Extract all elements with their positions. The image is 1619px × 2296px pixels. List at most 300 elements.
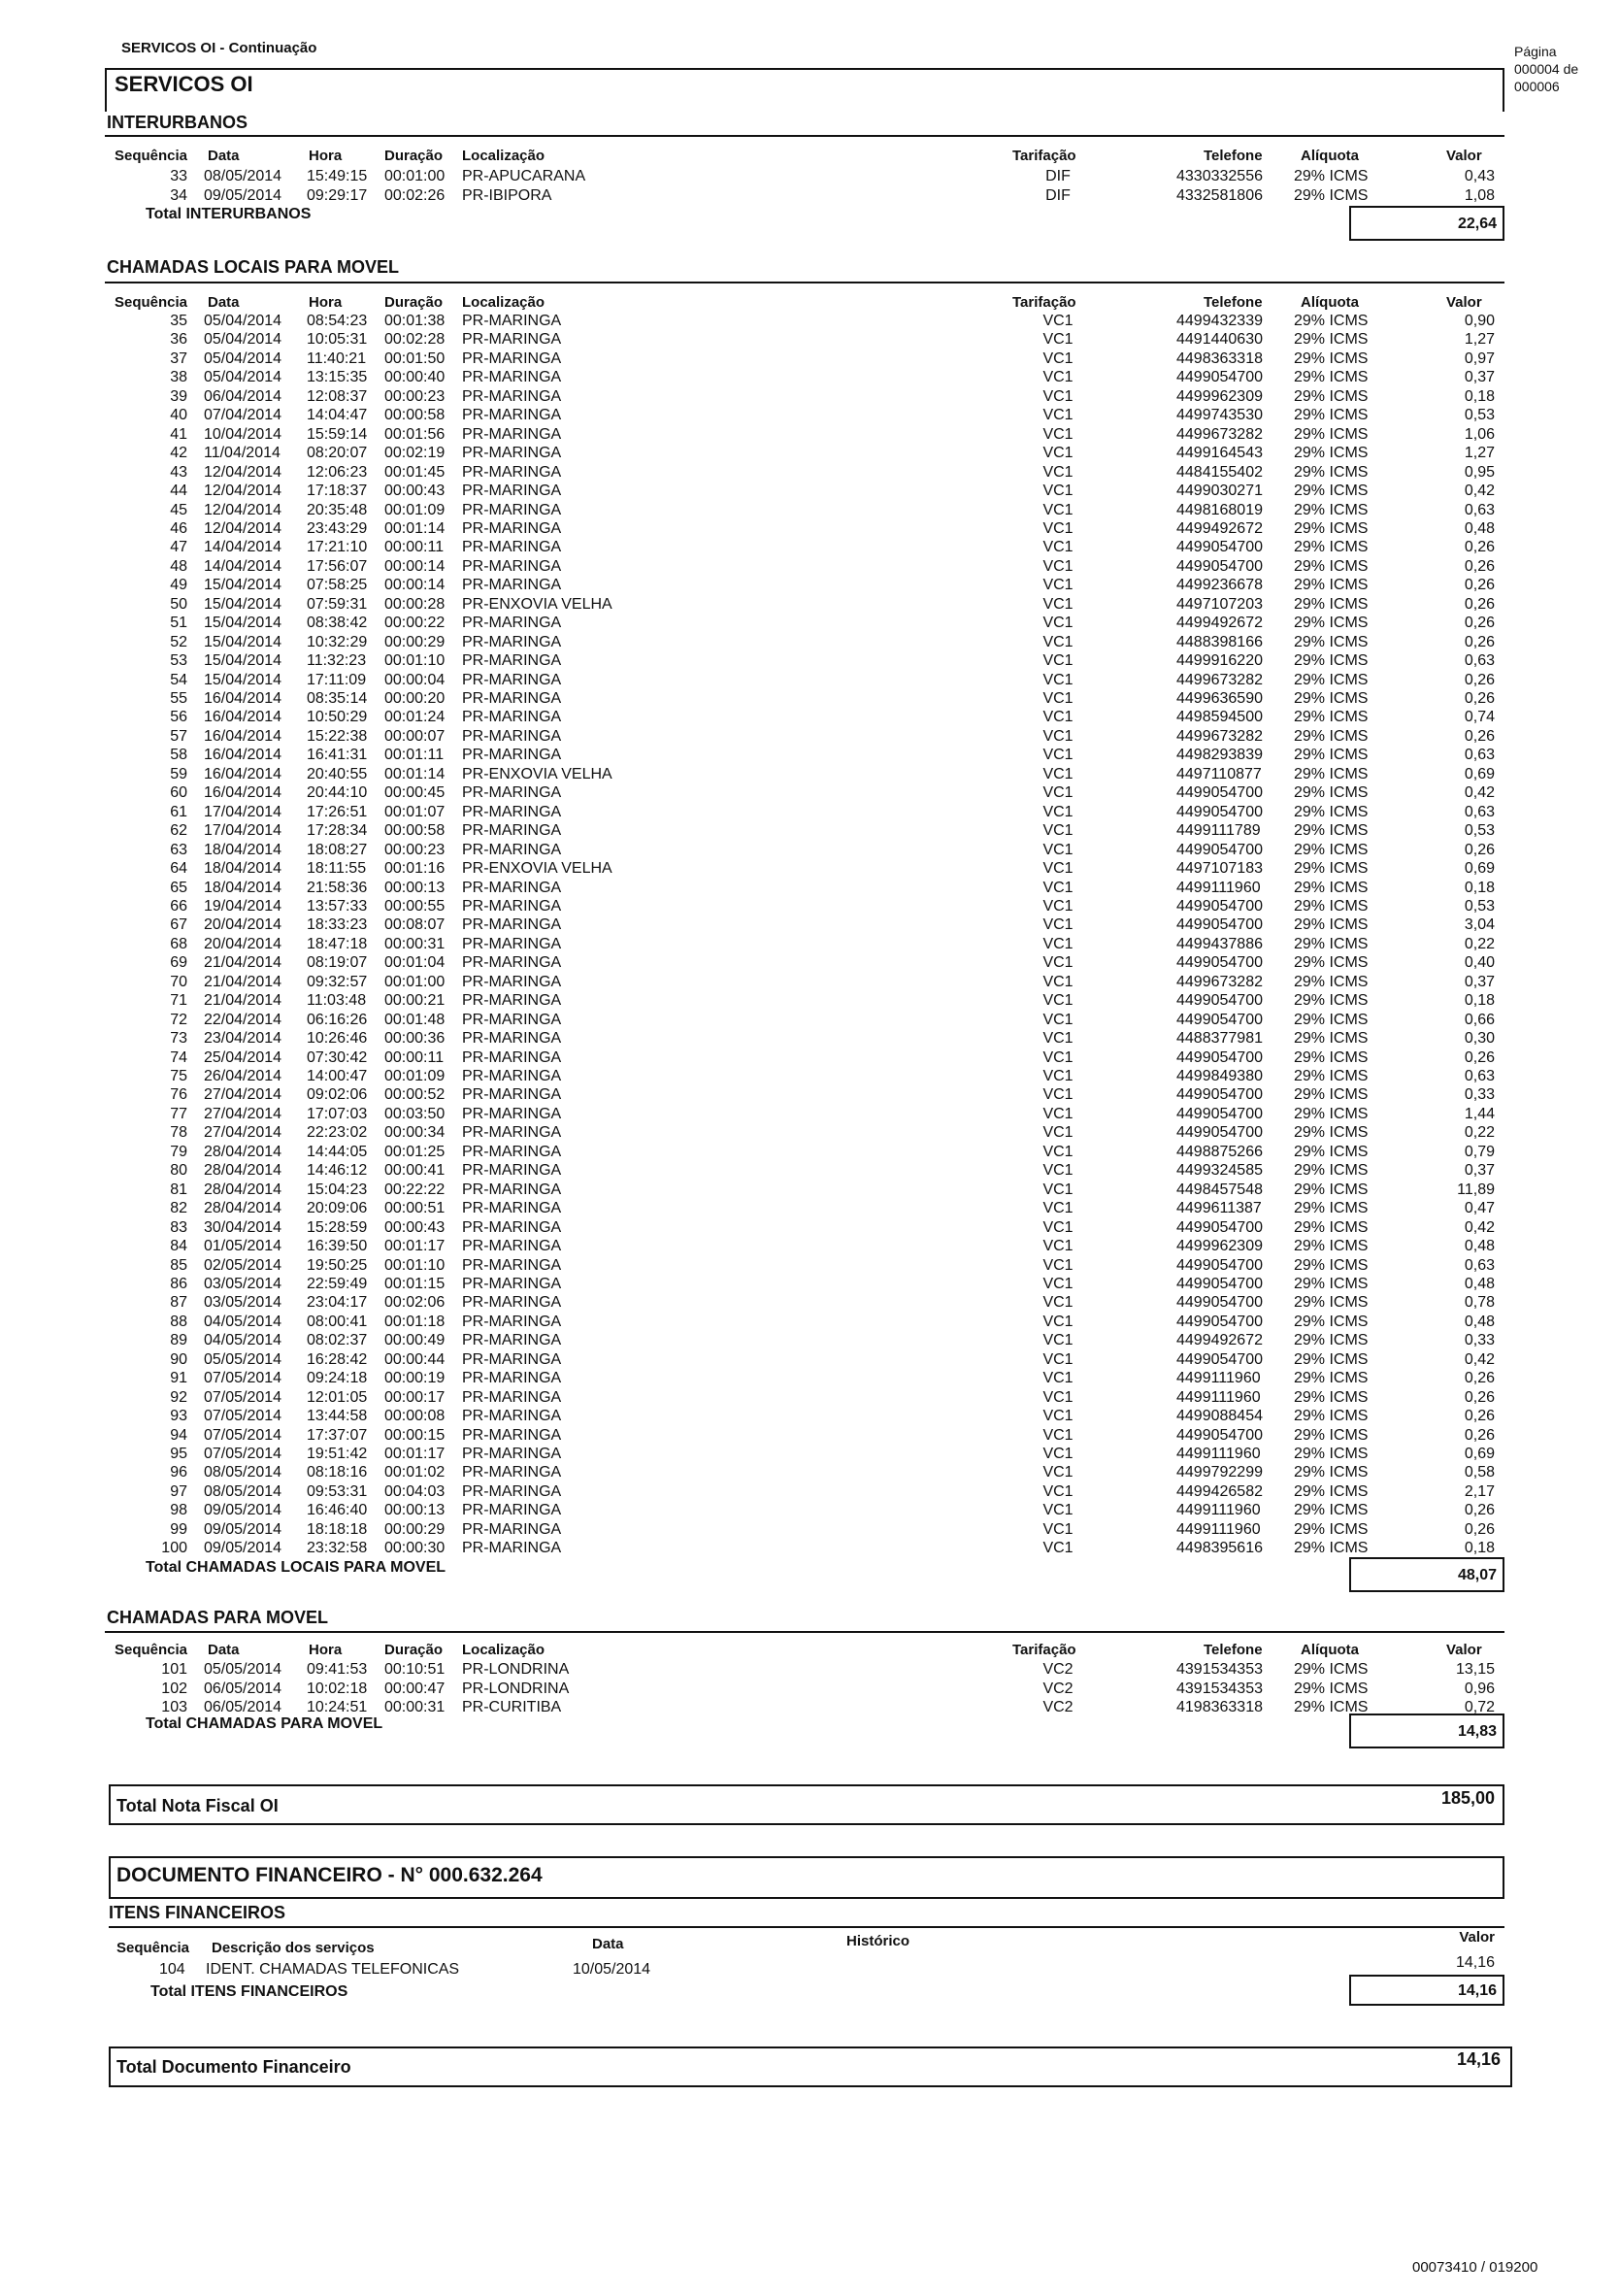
cell-valor: 0,37 — [1464, 973, 1495, 990]
cell-tarifacao: VC1 — [1042, 860, 1074, 878]
cell-valor: 0,37 — [1464, 369, 1495, 386]
cell-tarifacao: VC1 — [1042, 1540, 1074, 1557]
cell-localizacao: PR-MARINGA — [462, 690, 562, 707]
cell-seq: 84 — [170, 1238, 187, 1255]
cell-telefone: 4499054700 — [1176, 1275, 1263, 1292]
cell-valor: 0,63 — [1464, 803, 1495, 820]
cell-telefone: 4497107203 — [1176, 595, 1263, 613]
locais-title: CHAMADAS LOCAIS PARA MOVEL — [107, 257, 399, 277]
cell-data: 05/04/2014 — [204, 313, 282, 329]
cell-valor: 0,26 — [1464, 539, 1495, 556]
cell-seq: 62 — [170, 822, 187, 840]
cell-aliquota: 29% ICMS — [1294, 954, 1369, 972]
cell-data: 19/04/2014 — [204, 897, 282, 915]
cell-valor: 0,58 — [1464, 1464, 1495, 1481]
cell-hora: 17:21:10 — [307, 539, 368, 556]
fin-header-valor: Valor — [1459, 1929, 1495, 1946]
cell-duracao: 00:01:07 — [384, 803, 446, 820]
cell-duracao: 00:00:13 — [384, 1502, 446, 1519]
cell-telefone: 4497110877 — [1176, 765, 1262, 782]
cell-telefone: 4499054700 — [1176, 992, 1263, 1010]
cell-seq: 65 — [170, 879, 187, 896]
interurbanos-total-label: Total INTERURBANOS — [146, 206, 312, 222]
total-nota-box — [109, 1784, 1504, 1825]
cell-hora: 20:40:55 — [307, 765, 368, 782]
cell-localizacao: PR-MARINGA — [462, 1426, 562, 1444]
cell-duracao: 00:00:08 — [384, 1408, 446, 1425]
cell-data: 07/05/2014 — [204, 1388, 282, 1406]
cell-telefone: 4499054700 — [1176, 897, 1263, 915]
cell-localizacao: PR-MARINGA — [462, 1313, 562, 1330]
cell-aliquota: 29% ICMS — [1294, 1162, 1369, 1180]
cell-aliquota: 29% ICMS — [1294, 387, 1369, 405]
cell-duracao: 00:01:50 — [384, 349, 446, 367]
cell-seq: 37 — [170, 349, 187, 367]
col-header-data: Data — [208, 148, 240, 164]
cell-data: 05/05/2014 — [204, 1661, 282, 1678]
cell-aliquota: 29% ICMS — [1294, 349, 1369, 367]
cell-seq: 42 — [170, 445, 187, 462]
cell-localizacao: PR-MARINGA — [462, 1446, 562, 1462]
cell-localizacao: PR-MARINGA — [462, 897, 562, 915]
cell-valor: 0,26 — [1464, 841, 1495, 858]
col-header-seq: Sequência — [115, 148, 188, 164]
cell-aliquota: 29% ICMS — [1294, 879, 1369, 896]
cell-hora: 07:59:31 — [307, 595, 368, 613]
cell-valor: 0,37 — [1464, 1162, 1495, 1180]
cell-duracao: 00:00:43 — [384, 1218, 446, 1236]
cell-aliquota: 29% ICMS — [1294, 445, 1369, 462]
cell-seq: 96 — [170, 1464, 187, 1481]
cell-localizacao: PR-MARINGA — [462, 1200, 562, 1217]
cell-data: 15/04/2014 — [204, 577, 282, 594]
cell-telefone: 4332581806 — [1176, 186, 1263, 204]
cell-data: 17/04/2014 — [204, 803, 282, 820]
cell-seq: 78 — [170, 1124, 187, 1142]
cell-seq: 52 — [170, 633, 187, 650]
cell-seq: 34 — [170, 186, 187, 204]
cell-aliquota: 29% ICMS — [1294, 557, 1369, 575]
cell-telefone: 4499111960 — [1176, 1370, 1261, 1387]
cell-data: 03/05/2014 — [204, 1294, 282, 1312]
total-nota-value: 185,00 — [1440, 1788, 1495, 1808]
cell-valor: 0,33 — [1464, 1332, 1495, 1349]
cell-hora: 18:08:27 — [307, 841, 368, 858]
cell-duracao: 00:10:51 — [384, 1661, 446, 1678]
cell-seq: 51 — [170, 615, 187, 632]
cell-localizacao: PR-MARINGA — [462, 1181, 562, 1198]
cell-duracao: 00:01:18 — [384, 1313, 446, 1330]
cell-telefone: 4491440630 — [1176, 331, 1263, 349]
cell-seq: 43 — [170, 463, 187, 481]
cell-telefone: 4499236678 — [1176, 577, 1263, 594]
cell-duracao: 00:02:28 — [384, 331, 446, 349]
locais-total-value: 48,07 — [1349, 1557, 1504, 1592]
cell-valor: 0,22 — [1464, 935, 1495, 952]
cell-localizacao: PR-MARINGA — [462, 784, 562, 802]
cell-localizacao: PR-MARINGA — [462, 841, 562, 858]
cell-telefone: 4499054700 — [1176, 803, 1263, 820]
cell-localizacao: PR-ENXOVIA VELHA — [462, 595, 612, 613]
cell-aliquota: 29% ICMS — [1294, 1540, 1369, 1557]
cell-telefone: 4499636590 — [1176, 690, 1263, 707]
cell-localizacao: PR-MARINGA — [462, 1294, 562, 1312]
cell-hora: 10:05:31 — [307, 331, 368, 349]
cell-valor: 0,26 — [1464, 1426, 1495, 1444]
cell-seq: 72 — [170, 1011, 187, 1028]
cell-duracao: 00:22:22 — [384, 1181, 446, 1198]
cell-telefone: 4499673282 — [1176, 973, 1263, 990]
cell-valor: 1,27 — [1464, 445, 1495, 462]
cell-aliquota: 29% ICMS — [1294, 765, 1369, 782]
cell-localizacao: PR-MARINGA — [462, 1388, 562, 1406]
cell-duracao: 00:03:50 — [384, 1105, 446, 1122]
fin-header-descricao: Descrição dos serviços — [212, 1940, 375, 1956]
cell-aliquota: 29% ICMS — [1294, 369, 1369, 386]
cell-duracao: 00:00:11 — [384, 539, 445, 556]
cell-data: 16/04/2014 — [204, 727, 282, 745]
cell-telefone: 4498457548 — [1176, 1181, 1263, 1198]
cell-valor: 0,69 — [1464, 860, 1495, 878]
cell-aliquota: 29% ICMS — [1294, 1086, 1369, 1104]
cell-valor: 0,26 — [1464, 727, 1495, 745]
cell-seq: 70 — [170, 973, 187, 990]
cell-telefone: 4499111960 — [1176, 1388, 1261, 1406]
cell-data: 05/04/2014 — [204, 349, 282, 367]
cell-seq: 59 — [170, 765, 187, 782]
cell-seq: 35 — [170, 313, 187, 329]
cell-duracao: 00:00:30 — [384, 1540, 446, 1557]
fin-row-valor: 14,16 — [1455, 1954, 1495, 1971]
cell-hora: 11:32:23 — [307, 652, 367, 670]
cell-data: 21/04/2014 — [204, 992, 282, 1010]
cell-telefone: 4499054700 — [1176, 784, 1263, 802]
cell-hora: 15:28:59 — [307, 1218, 368, 1236]
cell-aliquota: 29% ICMS — [1294, 1294, 1369, 1312]
cell-data: 15/04/2014 — [204, 615, 282, 632]
cell-telefone: 4499962309 — [1176, 1238, 1263, 1255]
cell-seq: 87 — [170, 1294, 187, 1312]
cell-hora: 20:09:06 — [307, 1200, 368, 1217]
cell-aliquota: 29% ICMS — [1294, 313, 1369, 329]
cell-seq: 99 — [170, 1520, 187, 1538]
cell-telefone: 4499437886 — [1176, 935, 1263, 952]
cell-telefone: 4499111960 — [1176, 879, 1261, 896]
cell-hora: 09:32:57 — [307, 973, 368, 990]
cell-aliquota: 29% ICMS — [1294, 1388, 1369, 1406]
cell-localizacao: PR-MARINGA — [462, 803, 562, 820]
cell-tarifacao: VC1 — [1042, 954, 1074, 972]
cell-valor: 2,17 — [1464, 1482, 1495, 1500]
cell-data: 15/04/2014 — [204, 671, 282, 688]
cell-seq: 45 — [170, 501, 187, 518]
cell-aliquota: 29% ICMS — [1294, 1426, 1369, 1444]
cell-seq: 48 — [170, 557, 187, 575]
cell-tarifacao: VC1 — [1042, 1256, 1074, 1274]
fin-header-seq: Sequência — [116, 1940, 190, 1956]
cell-aliquota: 29% ICMS — [1294, 973, 1369, 990]
cell-duracao: 00:01:15 — [384, 1275, 446, 1292]
cell-aliquota: 29% ICMS — [1294, 186, 1369, 204]
fin-row-descricao: IDENT. CHAMADAS TELEFONICAS — [206, 1961, 460, 1978]
cell-data: 27/04/2014 — [204, 1105, 282, 1122]
cell-aliquota: 29% ICMS — [1294, 652, 1369, 670]
cell-data: 15/04/2014 — [204, 595, 282, 613]
cell-aliquota: 29% ICMS — [1294, 1030, 1369, 1048]
cell-seq: 55 — [170, 690, 187, 707]
cell-localizacao: PR-MARINGA — [462, 407, 562, 424]
cell-hora: 17:37:07 — [307, 1426, 368, 1444]
cell-telefone: 4499054700 — [1176, 1218, 1263, 1236]
cell-telefone: 4499088454 — [1176, 1408, 1263, 1425]
cell-valor: 0,66 — [1464, 1011, 1495, 1028]
cell-localizacao: PR-MARINGA — [462, 879, 562, 896]
cell-duracao: 00:00:04 — [384, 671, 446, 688]
cell-aliquota: 29% ICMS — [1294, 1313, 1369, 1330]
cell-valor: 0,63 — [1464, 1068, 1495, 1084]
cell-data: 22/04/2014 — [204, 1011, 282, 1028]
cell-tarifacao: VC1 — [1042, 407, 1074, 424]
cell-aliquota: 29% ICMS — [1294, 1275, 1369, 1292]
cell-localizacao: PR-MARINGA — [462, 1068, 562, 1084]
cell-aliquota: 29% ICMS — [1294, 1661, 1369, 1678]
cell-localizacao: PR-MARINGA — [462, 1124, 562, 1142]
cell-valor: 0,26 — [1464, 557, 1495, 575]
cell-valor: 0,48 — [1464, 519, 1495, 537]
cell-tarifacao: VC1 — [1042, 539, 1074, 556]
col-header-hora: Hora — [309, 148, 343, 164]
total-doc-label: Total Documento Financeiro — [116, 2057, 351, 2077]
cell-aliquota: 29% ICMS — [1294, 1011, 1369, 1028]
cell-hora: 10:32:29 — [307, 633, 368, 650]
cell-data: 04/05/2014 — [204, 1332, 282, 1349]
cell-localizacao: PR-MARINGA — [462, 1520, 562, 1538]
cell-seq: 75 — [170, 1068, 187, 1084]
cell-data: 20/04/2014 — [204, 935, 282, 952]
cell-duracao: 00:00:21 — [384, 992, 446, 1010]
cell-tarifacao: VC1 — [1042, 784, 1074, 802]
cell-data: 11/04/2014 — [204, 445, 281, 462]
cell-localizacao: PR-MARINGA — [462, 519, 562, 537]
cell-data: 21/04/2014 — [204, 954, 282, 972]
cell-telefone: 4330332556 — [1176, 168, 1263, 184]
cell-duracao: 00:00:15 — [384, 1426, 446, 1444]
col-header-localizacao: Localização — [462, 1642, 545, 1658]
col-header-valor: Valor — [1446, 1642, 1482, 1658]
cell-tarifacao: VC2 — [1042, 1680, 1074, 1697]
cell-data: 18/04/2014 — [204, 860, 282, 878]
cell-valor: 0,95 — [1464, 463, 1495, 481]
cell-tarifacao: VC1 — [1042, 1370, 1074, 1387]
cell-hora: 15:22:38 — [307, 727, 368, 745]
cell-valor: 0,26 — [1464, 690, 1495, 707]
cell-telefone: 4499054700 — [1176, 1350, 1263, 1368]
cell-telefone: 4499054700 — [1176, 539, 1263, 556]
cell-duracao: 00:02:19 — [384, 445, 446, 462]
cell-seq: 53 — [170, 652, 187, 670]
cell-seq: 57 — [170, 727, 187, 745]
cell-telefone: 4499054700 — [1176, 1105, 1263, 1122]
cell-telefone: 4499030271 — [1176, 482, 1263, 500]
cell-seq: 68 — [170, 935, 187, 952]
cell-tarifacao: VC1 — [1042, 1105, 1074, 1122]
cell-duracao: 00:01:02 — [384, 1464, 446, 1481]
cell-telefone: 4499962309 — [1176, 387, 1263, 405]
cell-localizacao: PR-MARINGA — [462, 916, 562, 934]
cell-data: 16/04/2014 — [204, 765, 282, 782]
cell-data: 10/04/2014 — [204, 425, 282, 443]
cell-duracao: 00:00:28 — [384, 595, 446, 613]
cell-localizacao: PR-MARINGA — [462, 1162, 562, 1180]
cell-localizacao: PR-MARINGA — [462, 1275, 562, 1292]
cell-tarifacao: VC1 — [1042, 765, 1074, 782]
cell-valor: 0,18 — [1464, 992, 1495, 1010]
cell-localizacao: PR-MARINGA — [462, 1370, 562, 1387]
col-header-aliquota: Alíquota — [1301, 294, 1359, 311]
cell-telefone: 4499673282 — [1176, 671, 1263, 688]
cell-telefone: 4499054700 — [1176, 954, 1263, 972]
cell-valor: 1,27 — [1464, 331, 1495, 349]
divider — [109, 1926, 1504, 1928]
cell-duracao: 00:00:17 — [384, 1388, 446, 1406]
col-header-data: Data — [208, 294, 240, 311]
cell-telefone: 4499426582 — [1176, 1482, 1263, 1500]
cell-valor: 0,33 — [1464, 1086, 1495, 1104]
cell-valor: 13,15 — [1455, 1661, 1495, 1678]
cell-localizacao: PR-IBIPORA — [462, 186, 552, 204]
cell-hora: 17:26:51 — [307, 803, 368, 820]
cell-data: 03/05/2014 — [204, 1275, 282, 1292]
cell-aliquota: 29% ICMS — [1294, 841, 1369, 858]
cell-seq: 85 — [170, 1256, 187, 1274]
cell-hora: 23:32:58 — [307, 1540, 368, 1557]
cell-duracao: 00:00:52 — [384, 1086, 446, 1104]
cell-localizacao: PR-MARINGA — [462, 557, 562, 575]
cell-data: 01/05/2014 — [204, 1238, 282, 1255]
cell-localizacao: PR-MARINGA — [462, 992, 562, 1010]
cell-duracao: 00:01:48 — [384, 1011, 446, 1028]
cell-localizacao: PR-MARINGA — [462, 1350, 562, 1368]
cell-duracao: 00:01:17 — [384, 1446, 446, 1462]
cell-tarifacao: VC1 — [1042, 1162, 1074, 1180]
cell-telefone: 4498395616 — [1176, 1540, 1263, 1557]
cell-seq: 54 — [170, 671, 187, 688]
cell-aliquota: 29% ICMS — [1294, 1218, 1369, 1236]
cell-localizacao: PR-MARINGA — [462, 349, 562, 367]
cell-duracao: 00:08:07 — [384, 916, 446, 934]
cell-localizacao: PR-MARINGA — [462, 1464, 562, 1481]
cell-seq: 103 — [161, 1699, 187, 1715]
cell-aliquota: 29% ICMS — [1294, 633, 1369, 650]
cell-seq: 64 — [170, 860, 187, 878]
cell-telefone: 4499432339 — [1176, 313, 1263, 329]
cell-hora: 21:58:36 — [307, 879, 368, 896]
cell-valor: 0,18 — [1464, 879, 1495, 896]
cell-localizacao: PR-MARINGA — [462, 954, 562, 972]
cell-aliquota: 29% ICMS — [1294, 1200, 1369, 1217]
cell-data: 12/04/2014 — [204, 463, 282, 481]
cell-hora: 12:01:05 — [307, 1388, 368, 1406]
cell-hora: 16:39:50 — [307, 1238, 368, 1255]
cell-data: 02/05/2014 — [204, 1256, 282, 1274]
cell-data: 28/04/2014 — [204, 1143, 282, 1160]
cell-seq: 44 — [170, 482, 187, 500]
cell-tarifacao: VC1 — [1042, 1464, 1074, 1481]
cell-aliquota: 29% ICMS — [1294, 690, 1369, 707]
cell-seq: 77 — [170, 1105, 187, 1122]
cell-duracao: 00:00:13 — [384, 879, 446, 896]
cell-tarifacao: VC1 — [1042, 463, 1074, 481]
cell-hora: 14:04:47 — [307, 407, 368, 424]
cell-telefone: 4499164543 — [1176, 445, 1263, 462]
cell-tarifacao: VC1 — [1042, 615, 1074, 632]
cell-hora: 06:16:26 — [307, 1011, 368, 1028]
cell-localizacao: PR-MARINGA — [462, 633, 562, 650]
cell-seq: 69 — [170, 954, 187, 972]
cell-data: 07/05/2014 — [204, 1370, 282, 1387]
cell-aliquota: 29% ICMS — [1294, 1482, 1369, 1500]
cell-telefone: 4499054700 — [1176, 1048, 1263, 1066]
cell-aliquota: 29% ICMS — [1294, 577, 1369, 594]
cell-data: 14/04/2014 — [204, 557, 282, 575]
cell-localizacao: PR-MARINGA — [462, 615, 562, 632]
cell-data: 07/05/2014 — [204, 1446, 282, 1462]
cell-tarifacao: VC1 — [1042, 595, 1074, 613]
cell-telefone: 4488377981 — [1176, 1030, 1263, 1048]
cell-seq: 76 — [170, 1086, 187, 1104]
cell-tarifacao: VC1 — [1042, 445, 1074, 462]
cell-tarifacao: VC1 — [1042, 1408, 1074, 1425]
cell-hora: 09:41:53 — [307, 1661, 368, 1678]
cell-localizacao: PR-MARINGA — [462, 935, 562, 952]
cell-tarifacao: VC1 — [1042, 1086, 1074, 1104]
cell-tarifacao: VC1 — [1042, 633, 1074, 650]
cell-seq: 102 — [161, 1680, 187, 1697]
cell-tarifacao: VC1 — [1042, 1294, 1074, 1312]
cell-hora: 22:59:49 — [307, 1275, 368, 1292]
cell-aliquota: 29% ICMS — [1294, 595, 1369, 613]
cell-aliquota: 29% ICMS — [1294, 1181, 1369, 1198]
cell-data: 14/04/2014 — [204, 539, 282, 556]
col-header-valor: Valor — [1446, 294, 1482, 311]
cell-data: 20/04/2014 — [204, 916, 282, 934]
cell-valor: 0,63 — [1464, 747, 1495, 764]
cell-hora: 17:07:03 — [307, 1105, 368, 1122]
cell-data: 16/04/2014 — [204, 709, 282, 726]
cell-valor: 0,48 — [1464, 1238, 1495, 1255]
cell-valor: 0,26 — [1464, 615, 1495, 632]
cell-localizacao: PR-MARINGA — [462, 709, 562, 726]
cell-duracao: 00:00:58 — [384, 822, 446, 840]
cell-localizacao: PR-MARINGA — [462, 313, 562, 329]
cell-telefone: 4499111789 — [1176, 822, 1261, 840]
cell-seq: 56 — [170, 709, 187, 726]
cell-aliquota: 29% ICMS — [1294, 1124, 1369, 1142]
divider — [105, 1631, 1504, 1633]
cell-valor: 0,42 — [1464, 784, 1495, 802]
cell-tarifacao: VC1 — [1042, 690, 1074, 707]
cell-valor: 0,26 — [1464, 633, 1495, 650]
cell-duracao: 00:00:14 — [384, 577, 446, 594]
cell-aliquota: 29% ICMS — [1294, 539, 1369, 556]
cell-seq: 50 — [170, 595, 187, 613]
cell-data: 06/04/2014 — [204, 387, 282, 405]
cell-hora: 14:46:12 — [307, 1162, 368, 1180]
cell-telefone: 4484155402 — [1176, 463, 1263, 481]
cell-hora: 13:57:33 — [307, 897, 368, 915]
cell-hora: 10:24:51 — [307, 1699, 368, 1715]
cell-valor: 1,06 — [1464, 425, 1495, 443]
